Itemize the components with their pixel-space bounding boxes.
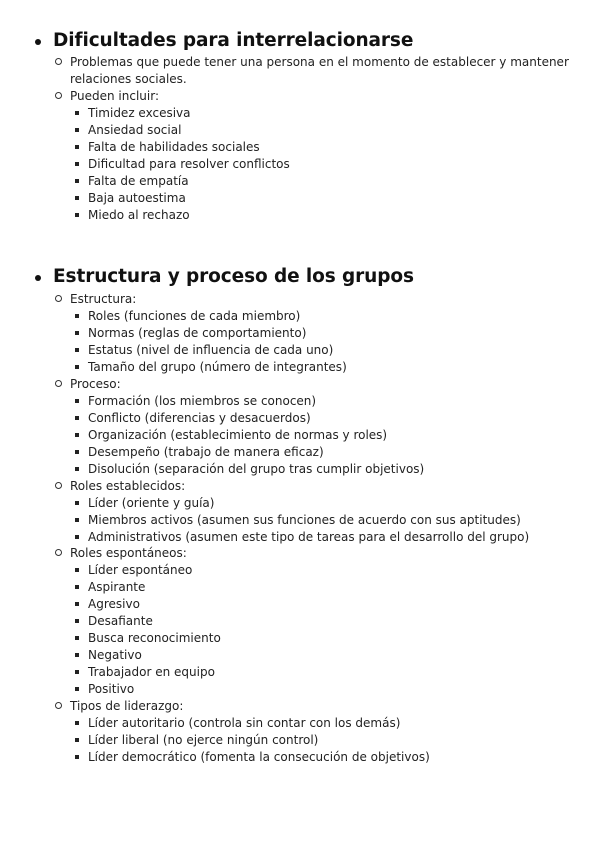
square-bullet-icon [75, 331, 79, 335]
square-bullet-icon [75, 585, 79, 589]
sub-list-item: Agresivo [88, 597, 140, 611]
list-item-text: Estructura: [70, 292, 137, 306]
sub-list-item: Dificultad para resolver conflictos [88, 157, 290, 171]
circle-bullet-icon [55, 380, 62, 387]
sub-list-item: Roles (funciones de cada miembro) [88, 309, 301, 323]
circle-bullet-icon [55, 482, 62, 489]
square-bullet-icon [75, 399, 79, 403]
square-bullet-icon [75, 653, 79, 657]
square-bullet-icon [75, 636, 79, 640]
sub-list-item: Tamaño del grupo (número de integrantes) [88, 360, 347, 374]
square-bullet-icon [75, 348, 79, 352]
list-item-text: Problemas que puede tener una persona en el momento de establecer y mantener [70, 55, 569, 69]
square-bullet-icon [75, 416, 79, 420]
sub-list-item: Negativo [88, 648, 142, 662]
sub-list-item: Ansiedad social [88, 123, 182, 137]
sub-list-item: Timidez excesiva [88, 106, 191, 120]
square-bullet-icon [75, 467, 79, 471]
sub-list-item: Formación (los miembros se conocen) [88, 394, 317, 408]
circle-bullet-icon [55, 295, 62, 302]
sub-list-item: Disolución (separación del grupo tras cumplir objetivos) [88, 462, 425, 476]
sub-list-item: Conflicto (diferencias y desacuerdos) [88, 411, 311, 425]
square-bullet-icon [75, 365, 79, 369]
list-item-text: Proceso: [70, 377, 121, 391]
square-bullet-icon [75, 111, 79, 115]
circle-bullet-icon [55, 58, 62, 65]
square-bullet-icon [75, 568, 79, 572]
sub-list-item: Baja autoestima [88, 191, 186, 205]
sub-list-item: Normas (reglas de comportamiento) [88, 326, 307, 340]
sub-list-item: Desempeño (trabajo de manera eficaz) [88, 445, 324, 459]
heading-bullet-icon [35, 275, 41, 281]
list-item-text: Tipos de liderazgo: [70, 699, 184, 713]
sub-list-item: Administrativos (asumen este tipo de tareas para el desarrollo del grupo) [88, 530, 530, 544]
square-bullet-icon [75, 162, 79, 166]
section-heading: Estructura y proceso de los grupos [53, 266, 414, 287]
square-bullet-icon [75, 213, 79, 217]
sub-list-item: Líder (oriente y guía) [88, 496, 215, 510]
sub-list-item: Aspirante [88, 580, 146, 594]
square-bullet-icon [75, 501, 79, 505]
square-bullet-icon [75, 314, 79, 318]
sub-list-item: Miembros activos (asumen sus funciones de acuerdo con sus aptitudes) [88, 513, 521, 527]
sub-list-item: Líder autoritario (controla sin contar con los demás) [88, 716, 401, 730]
list-item-text: Pueden incluir: [70, 89, 160, 103]
circle-bullet-icon [55, 702, 62, 709]
square-bullet-icon [75, 518, 79, 522]
sub-list-item: Desafiante [88, 614, 153, 628]
sub-list-item: Busca reconocimiento [88, 631, 221, 645]
square-bullet-icon [75, 450, 79, 454]
heading-bullet-icon [35, 39, 41, 45]
sub-list-item: Organización (establecimiento de normas y roles) [88, 428, 388, 442]
square-bullet-icon [75, 670, 79, 674]
sub-list-item: Falta de habilidades sociales [88, 140, 260, 154]
list-item-text: Roles establecidos: [70, 479, 186, 493]
square-bullet-icon [75, 179, 79, 183]
square-bullet-icon [75, 196, 79, 200]
section-heading: Dificultades para interrelacionarse [53, 30, 414, 51]
square-bullet-icon [75, 602, 79, 606]
sub-list-item: Líder liberal (no ejerce ningún control) [88, 733, 319, 747]
circle-bullet-icon [55, 549, 62, 556]
list-item-text: Roles espontáneos: [70, 546, 187, 560]
square-bullet-icon [75, 755, 79, 759]
sub-list-item: Trabajador en equipo [88, 665, 215, 679]
list-item-text-continued: relaciones sociales. [70, 72, 187, 86]
sub-list-item: Estatus (nivel de influencia de cada uno) [88, 343, 334, 357]
square-bullet-icon [75, 738, 79, 742]
square-bullet-icon [75, 721, 79, 725]
sub-list-item: Miedo al rechazo [88, 208, 190, 222]
sub-list-item: Positivo [88, 682, 135, 696]
circle-bullet-icon [55, 92, 62, 99]
square-bullet-icon [75, 619, 79, 623]
square-bullet-icon [75, 433, 79, 437]
square-bullet-icon [75, 687, 79, 691]
sub-list-item: Líder democrático (fomenta la consecución de objetivos) [88, 750, 430, 764]
sub-list-item: Falta de empatía [88, 174, 189, 188]
square-bullet-icon [75, 535, 79, 539]
sub-list-item: Líder espontáneo [88, 563, 193, 577]
square-bullet-icon [75, 128, 79, 132]
square-bullet-icon [75, 145, 79, 149]
